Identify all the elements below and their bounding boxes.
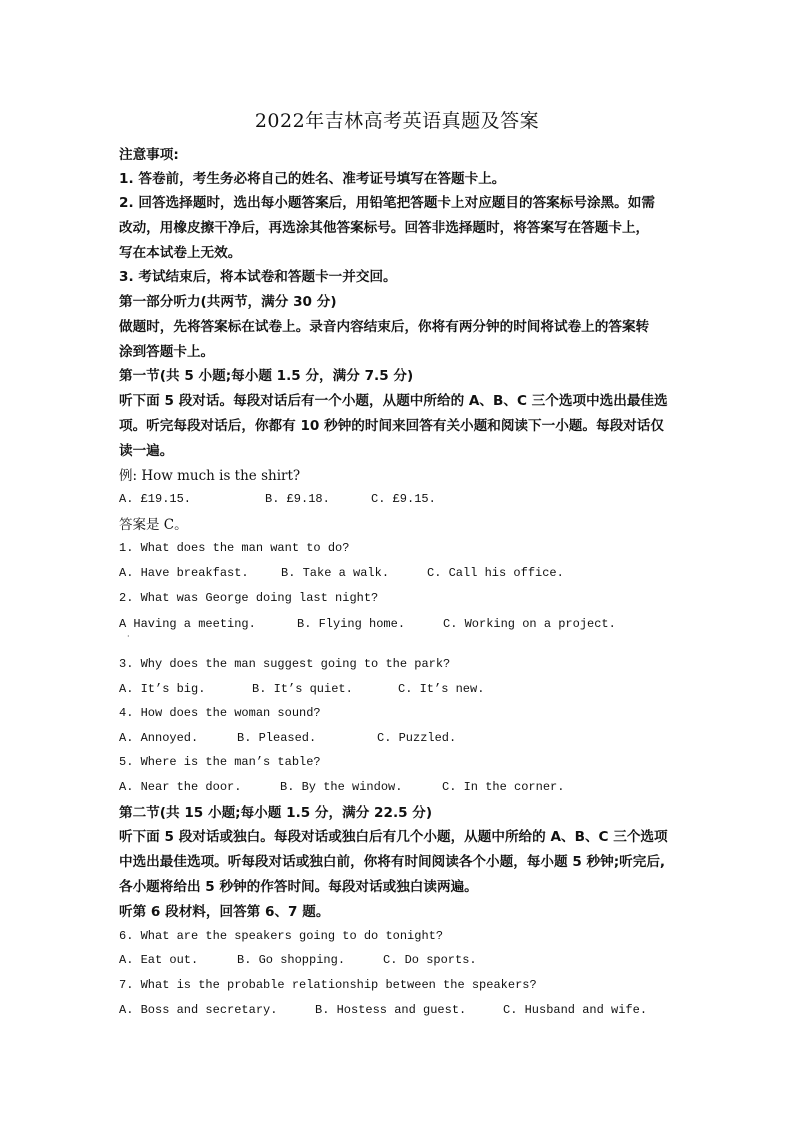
notice-item-3: 3. 考试结束后，将本试卷和答题卡一并交回。 (119, 269, 397, 285)
example-option-a: A. £19.15. (119, 492, 192, 506)
q5-option-a: A. Near the door. (119, 780, 242, 794)
question-5: 5. Where is the man’s table? (119, 755, 321, 769)
q5-option-c: C. In the corner. (442, 780, 565, 794)
question-5-options (119, 780, 564, 794)
material-instruction: 听第 6 段材料，回答第 6、7 题。 (119, 904, 330, 920)
notice-item-2-line-3: 写在本试卷上无效。 (119, 245, 242, 261)
q7-option-c: C. Husband and wife. (503, 1003, 648, 1017)
example-question: 例: How much is the shirt? (119, 468, 301, 484)
section2-intro-line-1: 听下面 5 段对话或独白。每段对话或独白后有几个小题，从题中所给的 A、B、C 三个选项 (119, 829, 668, 845)
q1-option-b: B. Take a walk. (281, 566, 390, 580)
q7-option-b: B. Hostess and guest. (315, 1003, 467, 1017)
q5-option-b: B. By the window. (280, 780, 403, 794)
section2-intro-line-2: 中选出最佳选项。听每段对话或独白前，你将有时间阅读各个小题，每小题 5 秒钟;听完后, (119, 854, 666, 870)
question-4-options (119, 731, 456, 745)
q2-option-b: B. Flying home. (297, 617, 406, 631)
part1-intro-line-2: 涂到答题卡上。 (119, 344, 215, 360)
q2-option-a: A Having a meeting. (119, 617, 256, 631)
q6-option-a: A. Eat out. (119, 953, 199, 967)
q3-option-c: C. It’s new. (398, 682, 485, 696)
section1-intro-line-1: 听下面 5 段对话。每段对话后有一个小题，从题中所给的 A、B、C 三个选项中选出最佳选 (119, 393, 668, 409)
part1-heading: 第一部分听力(共两节，满分 30 分) (119, 294, 337, 310)
q6-option-b: B. Go shopping. (237, 953, 346, 967)
question-3-options (119, 682, 484, 696)
q3-option-a: A. It’s big. (119, 682, 206, 696)
notice-item-1: 1. 答卷前，考生务必将自己的姓名、准考证号填写在答题卡上。 (119, 171, 506, 187)
notice-item-2-line-2: 改动，用橡皮擦干净后，再选涂其他答案标号。回答非选择题时，将答案写在答题卡上， (119, 220, 650, 236)
q7-option-a: A. Boss and secretary. (119, 1003, 278, 1017)
q4-option-b: B. Pleased. (237, 731, 317, 745)
notice-heading: 注意事项: (119, 147, 179, 163)
section1-intro-line-2: 项。听完每段对话后，你都有 10 秒钟的时间来回答有关小题和阅读下一小题。每段对话仅 (119, 418, 664, 434)
question-1-options (119, 566, 564, 580)
question-2-options (119, 617, 616, 631)
question-7: 7. What is the probable relationship between the speakers? (119, 978, 537, 992)
q4-option-a: A. Annoyed. (119, 731, 199, 745)
example-answer: 答案是 C。 (119, 517, 188, 533)
q3-option-b: B. It’s quiet. (252, 682, 353, 696)
question-4: 4. How does the woman sound? (119, 706, 321, 720)
section1-heading: 第一节(共 5 小题;每小题 1.5 分，满分 7.5 分) (119, 368, 414, 384)
q4-option-c: C. Puzzled. (377, 731, 457, 745)
question-3: 3. Why does the man suggest going to the park? (119, 657, 451, 671)
section1-intro-line-3: 读一遍。 (119, 443, 174, 459)
example-option-c: C. £9.15. (371, 492, 436, 506)
part1-intro-line-1: 做题时，先将答案标在试卷上。录音内容结束后，你将有两分钟的时间将试卷上的答案转 (119, 319, 650, 335)
question-2: 2. What was George doing last night? (119, 591, 379, 605)
question-1: 1. What does the man want to do? (119, 541, 350, 555)
q6-option-c: C. Do sports. (383, 953, 477, 967)
section2-intro-line-3: 各小题将给出 5 秒钟的作答时间。每段对话或独白读两遍。 (119, 879, 478, 895)
q2-option-c: C. Working on a project. (443, 617, 616, 631)
example-options (119, 492, 436, 506)
stray-dot: · (127, 632, 130, 641)
question-6-options (119, 953, 477, 967)
q1-option-a: A. Have breakfast. (119, 566, 249, 580)
q1-option-c: C. Call his office. (427, 566, 564, 580)
example-option-b: B. £9.18. (265, 492, 330, 506)
page-title: 2022年吉林高考英语真题及答案 (254, 110, 540, 132)
notice-item-2-line-1: 2. 回答选择题时，选出每小题答案后，用铅笔把答题卡上对应题目的答案标号涂黑。如需 (119, 195, 655, 211)
question-7-options (119, 1003, 647, 1017)
question-6: 6. What are the speakers going to do tonight? (119, 929, 444, 943)
section2-heading: 第二节(共 15 小题;每小题 1.5 分，满分 22.5 分) (119, 805, 433, 821)
